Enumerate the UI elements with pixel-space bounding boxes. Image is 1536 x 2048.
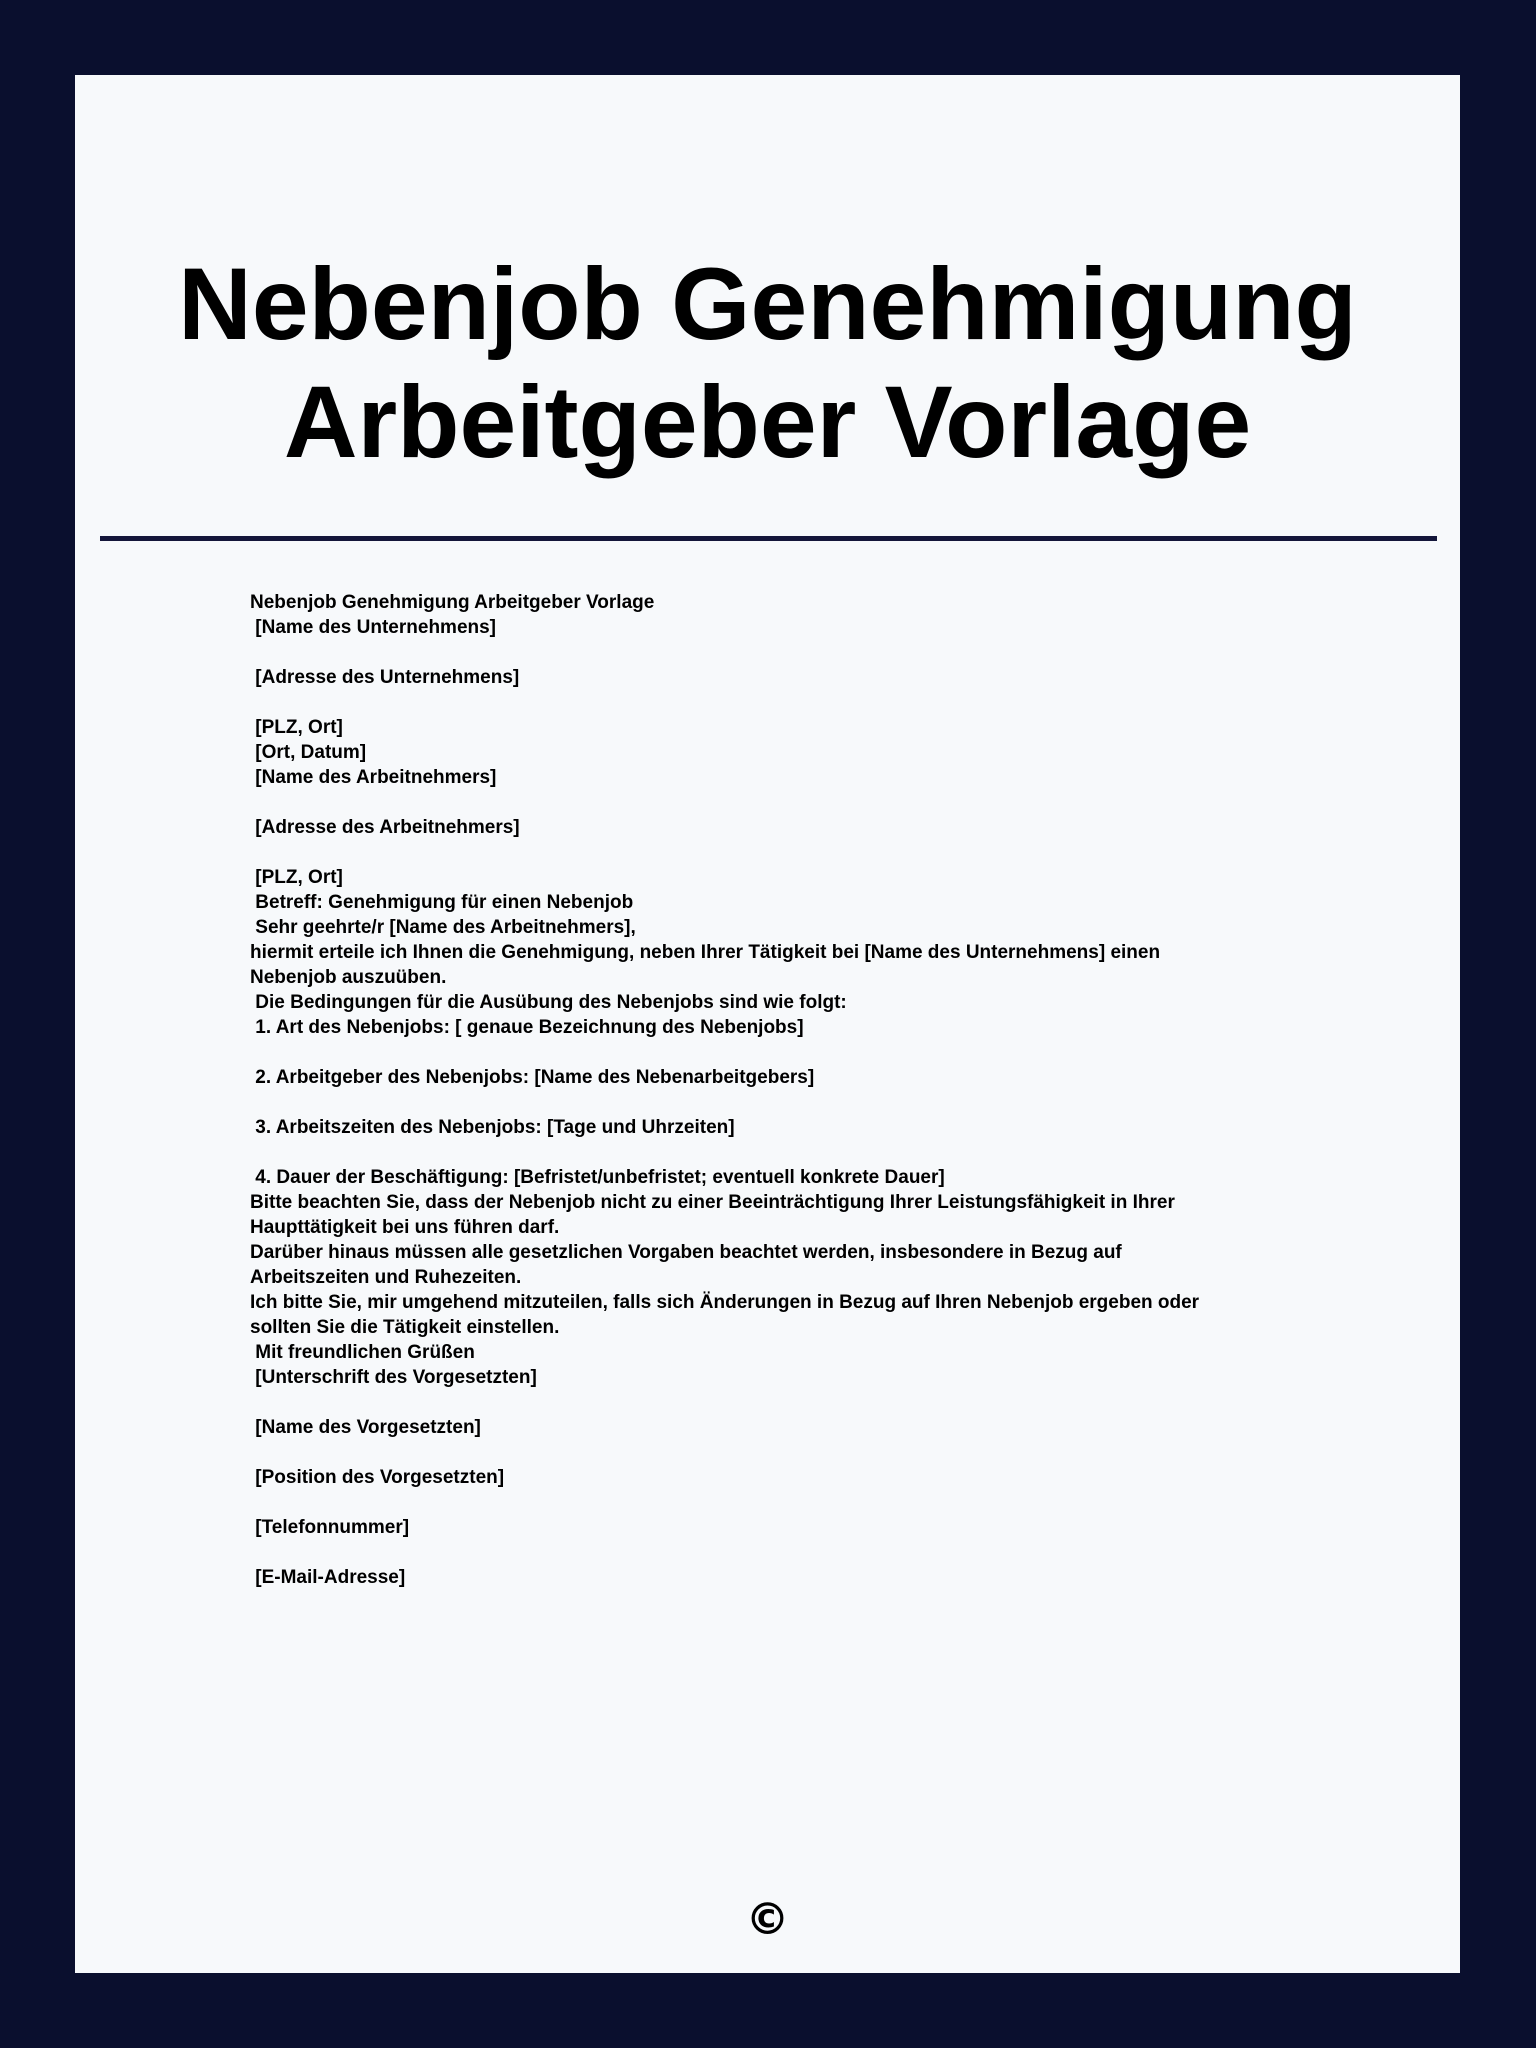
title-line-2: Arbeitgeber Vorlage (283, 365, 1252, 479)
title-divider (100, 536, 1437, 541)
document-page (75, 75, 1460, 1973)
title-line-1: Nebenjob Genehmigung (178, 247, 1357, 361)
document-title (75, 245, 1460, 481)
letter-body: Nebenjob Genehmigung Arbeitgeber Vorlage [Name des Unternehmens] [Adresse des Unternehmens] [PLZ, Ort] [Ort, Datum] [Name des Arbeitnehmers] [Adresse des Arbeitnehmers] [PLZ, Ort] Betreff: Genehmigung für einen Nebenjob Sehr geehrte/r [Name des Arbeitnehmers], hiermit erteile ich Ihnen die Genehmigung, neben Ihrer Tätigkeit bei [Name des Unternehmens] einen Nebenjob auszuüben. Die Bedingungen für die Ausübung des Nebenjobs sind wie folgt: 1. Art des Nebenjobs: [ genaue Bezeichnung des Nebenjobs] 2. Arbeitgeber des Nebenjobs: [Name des Nebenarbeitgebers] 3. Arbeitszeiten des Nebenjobs: [Tage und Uhrzeiten] 4. Dauer der Beschäftigung: [Befristet/unbefristet; eventuell konkrete Dauer] Bitte beachten Sie, dass der Nebenjob nicht zu einer Beeinträchtigung Ihrer Leistungsfähigkeit in Ihrer Haupttätigkeit bei uns führen darf. Darüber hinaus müssen alle gesetzlichen Vorgaben beachtet werden, insbesondere in Bezug auf Arbeitszeiten und Ruhezeiten. Ich bitte Sie, mir umgehend mitzuteilen, falls sich Änderungen in Bezug auf Ihren Nebenjob ergeben oder sollten Sie die Tätigkeit einstellen. Mit freundlichen Grüßen [Unterschrift des Vorgesetzten] [Name des Vorgesetzten] [Position des Vorgesetzten] [Telefonnummer] [E-Mail-Adresse] (250, 592, 1200, 1588)
copyright-icon: © (745, 1894, 790, 1945)
